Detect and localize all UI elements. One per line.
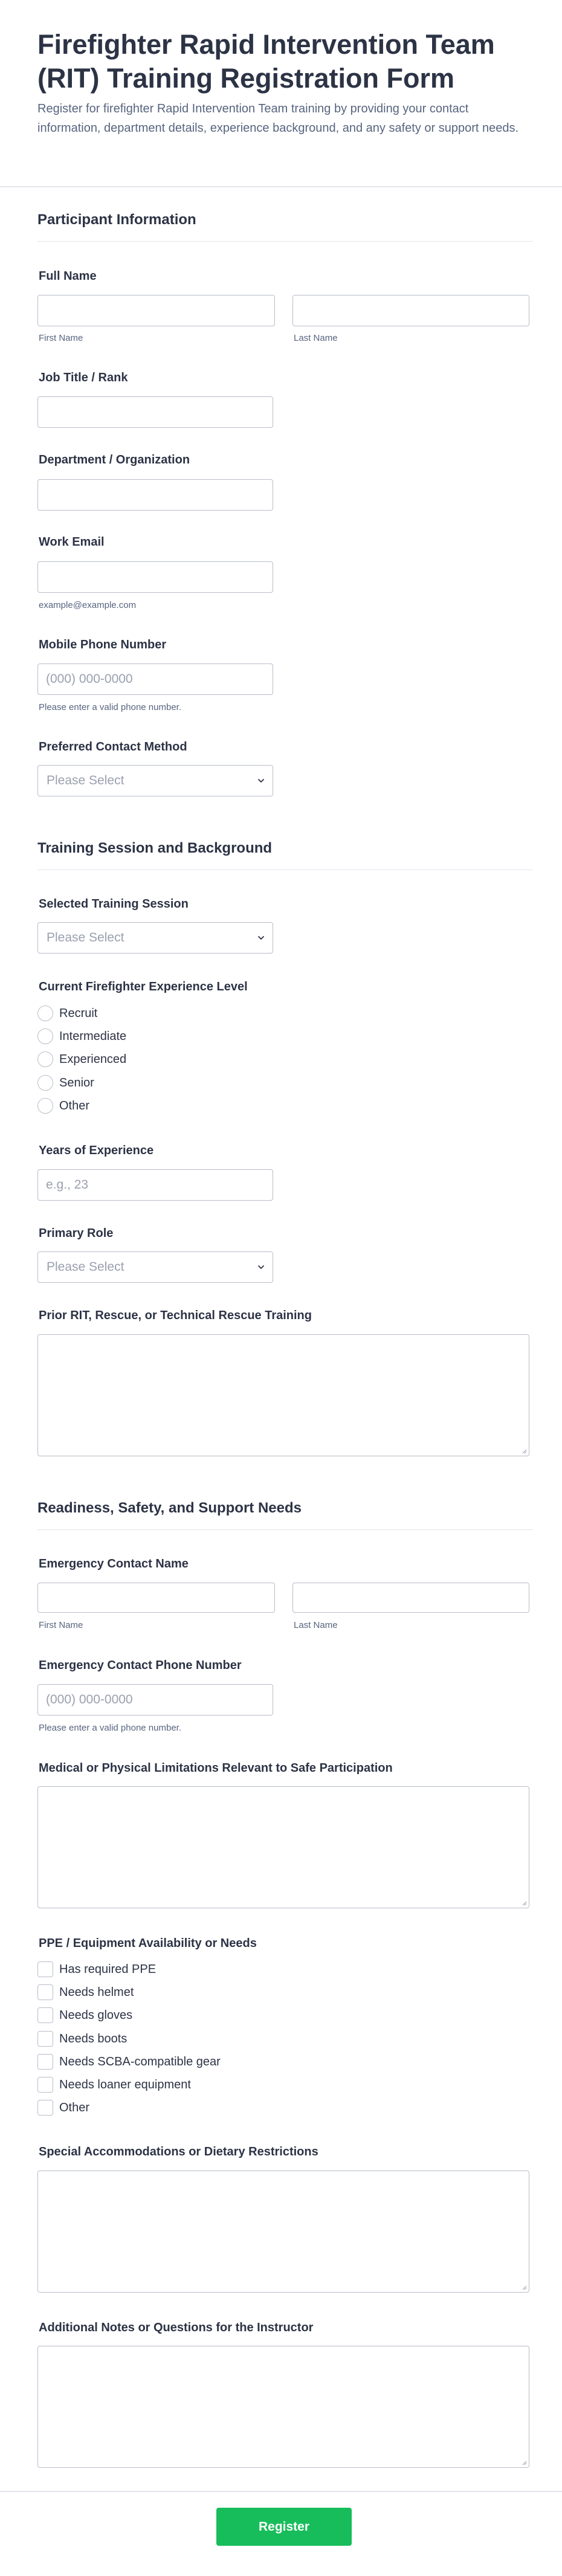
mobile-phone-label: Mobile Phone Number [39, 638, 167, 651]
training-session-selected-value: Please Select [47, 931, 124, 944]
resize-grip-icon[interactable] [521, 1900, 527, 1906]
radio-button[interactable] [37, 1051, 53, 1067]
notes-label: Additional Notes or Questions for the Instructor [39, 2321, 314, 2334]
prior-training-textarea[interactable] [37, 1334, 529, 1456]
contact-method-select[interactable] [37, 765, 273, 796]
work-email-label: Work Email [39, 535, 105, 549]
chevron-down-icon [257, 1263, 265, 1271]
checkbox-option-label: Needs boots [59, 2032, 128, 2045]
checkbox[interactable] [37, 2077, 53, 2093]
experience-level-label: Current Firefighter Experience Level [39, 980, 248, 993]
chevron-down-icon [257, 934, 265, 942]
section-divider [37, 241, 533, 242]
checkbox[interactable] [37, 2007, 53, 2023]
emergency-last-name-sublabel: Last Name [294, 1620, 338, 1630]
radio-button[interactable] [37, 1006, 53, 1021]
form-description: Register for firefighter Rapid Intervention Team training by providing your contact information, department details, experience background, and any safety or support needs. [37, 102, 519, 135]
primary-role-selected-value: Please Select [47, 1260, 124, 1274]
emergency-name-label: Emergency Contact Name [39, 1557, 189, 1570]
checkbox-option-label: Needs SCBA-compatible gear [59, 2055, 221, 2068]
job-title-label: Job Title / Rank [39, 371, 128, 384]
last-name-input[interactable] [292, 295, 529, 326]
prior-training-label: Prior RIT, Rescue, or Technical Rescue Training [39, 1309, 312, 1322]
first-name-input[interactable] [37, 295, 275, 326]
section-title-training: Training Session and Background [37, 840, 273, 856]
training-session-label: Selected Training Session [39, 897, 189, 911]
radio-option-label: Senior [59, 1076, 94, 1089]
notes-textarea[interactable] [37, 2346, 529, 2468]
emergency-phone-input[interactable] [37, 1684, 273, 1716]
emergency-first-name-input[interactable] [37, 1583, 275, 1613]
radio-option-label: Intermediate [59, 1030, 127, 1043]
emergency-first-name-sublabel: First Name [39, 1620, 83, 1630]
ppe-label: PPE / Equipment Availability or Needs [39, 1937, 257, 1950]
checkbox-option-label: Needs gloves [59, 2009, 133, 2022]
checkbox[interactable] [37, 2054, 53, 2070]
checkbox-option-label: Needs loaner equipment [59, 2078, 191, 2091]
checkbox[interactable] [37, 2031, 53, 2047]
emergency-last-name-input[interactable] [292, 1583, 529, 1613]
radio-button[interactable] [37, 1075, 53, 1091]
checkbox-option-label: Has required PPE [59, 1963, 157, 1976]
resize-grip-icon[interactable] [521, 1448, 527, 1454]
section-title-readiness: Readiness, Safety, and Support Needs [37, 1500, 302, 1516]
mobile-phone-sublabel: Please enter a valid phone number. [39, 702, 181, 712]
resize-grip-icon[interactable] [521, 2459, 527, 2465]
checkbox[interactable] [37, 1961, 53, 1977]
primary-role-select[interactable] [37, 1251, 273, 1283]
medical-label: Medical or Physical Limitations Relevant to Safe Participation [39, 1761, 393, 1775]
job-title-input[interactable] [37, 396, 273, 428]
contact-method-label: Preferred Contact Method [39, 740, 187, 754]
chevron-down-icon [257, 776, 265, 785]
full-name-label: Full Name [39, 270, 97, 283]
training-session-select[interactable] [37, 922, 273, 954]
department-input[interactable] [37, 479, 273, 511]
resize-grip-icon[interactable] [521, 2284, 527, 2290]
radio-option-label: Experienced [59, 1053, 127, 1066]
first-name-sublabel: First Name [39, 333, 83, 343]
form-header [0, 0, 562, 187]
years-experience-label: Years of Experience [39, 1144, 154, 1157]
contact-method-selected-value: Please Select [47, 773, 124, 787]
checkbox-option-label: Other [59, 2101, 90, 2114]
radio-option-label: Other [59, 1099, 90, 1112]
primary-role-label: Primary Role [39, 1227, 114, 1240]
accommodations-label: Special Accommodations or Dietary Restrictions [39, 2145, 318, 2158]
radio-button[interactable] [37, 1098, 53, 1114]
work-email-input[interactable] [37, 561, 273, 593]
emergency-phone-sublabel: Please enter a valid phone number. [39, 1723, 181, 1733]
section-title-participant: Participant Information [37, 211, 196, 228]
emergency-phone-label: Emergency Contact Phone Number [39, 1659, 242, 1672]
radio-button[interactable] [37, 1028, 53, 1044]
checkbox[interactable] [37, 2100, 53, 2116]
last-name-sublabel: Last Name [294, 333, 338, 343]
medical-textarea[interactable] [37, 1786, 529, 1908]
department-label: Department / Organization [39, 453, 190, 466]
register-button[interactable]: Register [216, 2508, 352, 2546]
work-email-sublabel: example@example.com [39, 600, 137, 610]
mobile-phone-input[interactable] [37, 663, 273, 695]
checkbox[interactable] [37, 1984, 53, 2000]
years-experience-input[interactable] [37, 1169, 273, 1201]
checkbox-option-label: Needs helmet [59, 1986, 134, 1999]
section-divider [37, 1529, 533, 1530]
accommodations-textarea[interactable] [37, 2171, 529, 2293]
radio-option-label: Recruit [59, 1007, 98, 1020]
form-title: Firefighter Rapid Intervention Team (RIT) Training Registration Form [37, 29, 495, 94]
